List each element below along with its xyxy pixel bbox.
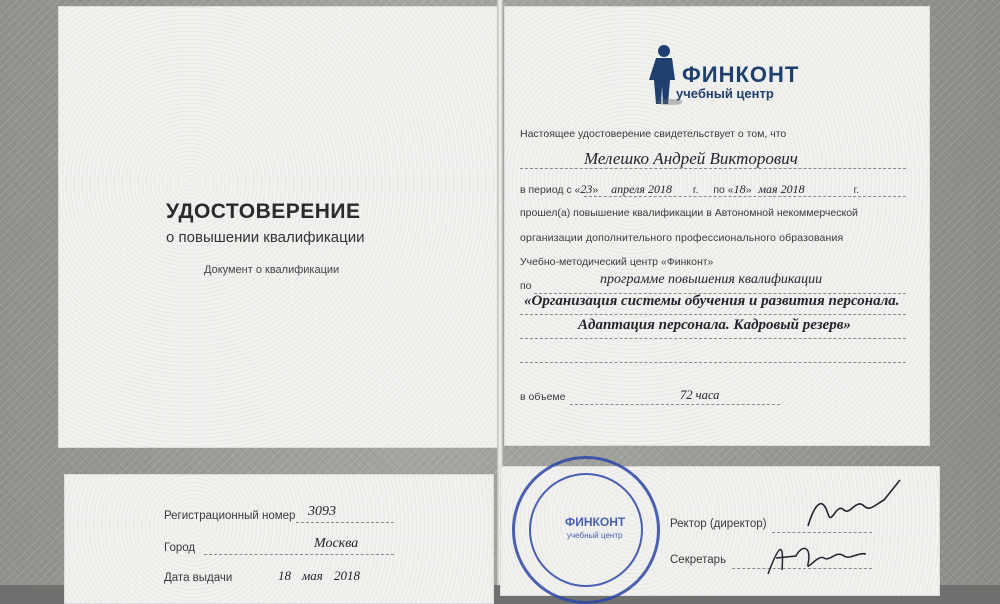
city-label: Город xyxy=(164,542,196,554)
volume-label: в объеме xyxy=(520,391,566,403)
rector-label: Ректор (директор) xyxy=(670,518,767,530)
reg-value: 3093 xyxy=(308,504,336,519)
program-title-1: «Организация системы обучения и развития персонала. xyxy=(524,293,900,309)
rector-signature xyxy=(800,476,910,536)
right-page xyxy=(504,6,930,446)
stamp-logo: ФИНКОНТ xyxy=(565,515,626,529)
program-line-c xyxy=(520,338,906,339)
program-title-2: Адаптация персонала. Кадровый резерв» xyxy=(578,317,851,333)
period-end-day: 18 xyxy=(733,182,746,196)
volume-line xyxy=(570,404,780,405)
secretary-label: Секретарь xyxy=(670,554,727,566)
body-line-1: прошел(а) повышение квалификации в Автономной некоммерческой xyxy=(520,207,858,219)
body-line-2: организации дополнительного профессионального образования xyxy=(520,232,844,244)
certifies-text: Настоящее удостоверение свидетельствует о том, что xyxy=(520,128,787,140)
city-value: Москва xyxy=(314,536,359,551)
date-day: 18 xyxy=(278,568,291,583)
date-month: мая xyxy=(302,568,323,583)
left-page xyxy=(58,6,498,448)
official-stamp xyxy=(512,456,660,604)
period-quote-1: » xyxy=(592,184,599,196)
body-line-3: Учебно-методический центр «Финконт» xyxy=(520,256,714,268)
volume-value: 72 часа xyxy=(680,388,720,402)
reg-line xyxy=(296,522,394,523)
period-row xyxy=(520,182,859,197)
period-quote-2: » xyxy=(745,184,752,196)
period-year-g2: г. xyxy=(853,184,860,196)
date-label: Дата выдачи xyxy=(164,572,233,584)
period-start-month: апреля 2018 xyxy=(611,182,672,196)
program-line-b xyxy=(520,314,906,315)
by-label: по xyxy=(520,280,532,292)
program-line-d xyxy=(520,362,906,363)
date-year: 2018 xyxy=(334,568,360,583)
period-start-day: 23 xyxy=(580,182,593,196)
period-year-g1: г. xyxy=(692,184,699,196)
program-type: программе повышения квалификации xyxy=(600,272,823,287)
secretary-signature xyxy=(762,534,872,582)
logo-name: ФИНКОНТ xyxy=(682,62,800,87)
period-prefix: в период с « xyxy=(520,184,581,196)
certificate-subtitle: о повышении квалификации xyxy=(166,229,365,246)
city-line xyxy=(204,554,394,555)
period-line xyxy=(584,196,906,197)
stamp-subtitle: учебный центр xyxy=(567,531,623,540)
period-end-month: мая 2018 xyxy=(758,182,805,196)
full-name: Мелешко Андрей Викторович xyxy=(584,149,798,168)
logo-subtitle: учебный центр xyxy=(676,86,774,101)
certificate-title: УДОСТОВЕРЕНИЕ xyxy=(166,200,361,223)
period-to: по « xyxy=(713,184,734,196)
reg-label: Регистрационный номер xyxy=(164,510,296,522)
stamp-inner-ring xyxy=(529,473,643,587)
document-note: Документ о квалификации xyxy=(204,264,340,276)
